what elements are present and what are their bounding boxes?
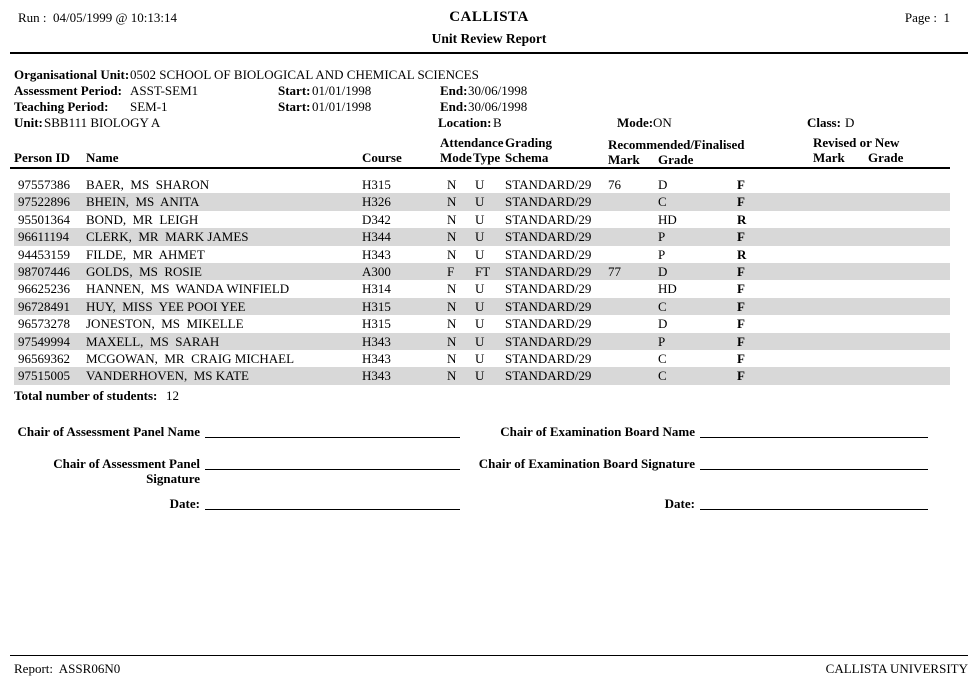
- grading-schema-cell: STANDARD/29: [505, 316, 592, 332]
- recommended-grade-cell: C: [658, 351, 667, 367]
- student-row: [14, 333, 950, 350]
- name-cell: MCGOWAN, MR CRAIG MICHAEL: [86, 351, 295, 367]
- header-divider: [10, 52, 968, 54]
- name-cell: JONESTON, MS MIKELLE: [86, 316, 244, 332]
- finalised-flag-cell: R: [737, 246, 747, 262]
- student-row: [14, 263, 950, 280]
- exam-board-signature-line: [700, 456, 928, 470]
- total-students-value: 12: [166, 388, 179, 403]
- person-id-cell: 98707446: [18, 264, 70, 280]
- course-cell: H343: [362, 333, 391, 349]
- attendance-mode-cell: N: [447, 229, 457, 245]
- report-value: ASSR06N0: [58, 661, 121, 676]
- mode-value: ON: [653, 115, 672, 130]
- attendance-mode-cell: N: [447, 194, 457, 210]
- attendance-mode-cell: N: [447, 298, 457, 314]
- recommended-grade-cell: D: [658, 316, 668, 332]
- finalised-flag-cell: R: [737, 211, 747, 227]
- col-header-schema: Schema: [505, 150, 549, 165]
- page-number: [905, 10, 950, 26]
- person-id-cell: 96569362: [18, 351, 70, 367]
- student-row: [14, 298, 950, 315]
- grading-schema-cell: STANDARD/29: [505, 229, 592, 245]
- col-header-name: Name: [86, 150, 119, 165]
- col-header-grade: Grade: [658, 152, 694, 167]
- attendance-mode-cell: N: [447, 316, 457, 332]
- unit-label: Unit:: [14, 115, 43, 130]
- meta-row-assessment-period: [0, 83, 978, 99]
- recommended-grade-cell: P: [658, 333, 666, 349]
- attendance-mode-cell: F: [447, 264, 455, 280]
- attendance-type-cell: U: [475, 211, 485, 227]
- footer-report-id: [14, 661, 120, 677]
- report-system-title: CALLISTA: [449, 9, 529, 25]
- course-cell: H315: [362, 316, 391, 332]
- recommended-grade-cell: P: [658, 246, 666, 262]
- assessment-panel-name-label: Chair of Assessment Panel Name: [17, 424, 200, 439]
- person-id-cell: 97515005: [18, 368, 70, 384]
- finalised-flag-cell: F: [737, 333, 745, 349]
- person-id-cell: 95501364: [18, 211, 70, 227]
- finalised-flag-cell: F: [737, 368, 745, 384]
- student-row: [14, 176, 950, 193]
- name-cell: HANNEN, MS WANDA WINFIELD: [86, 281, 290, 297]
- attendance-mode-cell: N: [447, 368, 457, 384]
- footer-divider: [10, 655, 968, 656]
- col-group-grading: Grading: [505, 135, 552, 150]
- grading-schema-cell: STANDARD/29: [505, 281, 592, 297]
- finalised-flag-cell: F: [737, 194, 745, 210]
- grading-schema-cell: STANDARD/29: [505, 246, 592, 262]
- grading-schema-cell: STANDARD/29: [505, 211, 592, 227]
- grading-schema-cell: STANDARD/29: [505, 264, 592, 280]
- name-cell: GOLDS, MS ROSIE: [86, 264, 202, 280]
- report-title: Unit Review Report: [431, 31, 547, 46]
- attendance-type-cell: U: [475, 229, 485, 245]
- page-label: Page :: [904, 10, 937, 25]
- attendance-type-cell: FT: [475, 264, 491, 280]
- exam-board-name-label: Chair of Examination Board Name: [500, 424, 695, 439]
- report-label: Report:: [14, 661, 53, 676]
- location-value: B: [493, 115, 502, 130]
- grading-schema-cell: STANDARD/29: [505, 177, 592, 192]
- assessment-start-value: 01/01/1998: [312, 83, 372, 98]
- course-cell: H314: [362, 281, 391, 297]
- finalised-flag-cell: F: [737, 229, 745, 245]
- course-cell: H315: [362, 298, 391, 314]
- name-cell: CLERK, MR MARK JAMES: [86, 229, 249, 245]
- exam-board-date-label: Date:: [664, 496, 695, 511]
- run-label: Run :: [18, 10, 47, 25]
- grading-schema-cell: STANDARD/29: [505, 194, 592, 210]
- recommended-mark-cell: 76: [608, 177, 621, 192]
- class-label: Class:: [807, 115, 841, 130]
- grading-schema-cell: STANDARD/29: [505, 351, 592, 367]
- course-cell: H344: [362, 229, 391, 245]
- recommended-grade-cell: HD: [658, 281, 677, 297]
- recommended-grade-cell: C: [658, 368, 667, 384]
- org-unit-label: Organisational Unit:: [14, 67, 130, 82]
- footer-university: CALLISTA UNIVERSITY: [825, 661, 968, 676]
- attendance-type-cell: U: [475, 316, 485, 332]
- exam-board-signature-label: Chair of Examination Board Signature: [478, 456, 695, 471]
- student-row: [14, 350, 950, 367]
- person-id-cell: 94453159: [18, 246, 70, 262]
- name-cell: BOND, MR LEIGH: [86, 211, 199, 227]
- mode-label: Mode:: [617, 115, 654, 130]
- teaching-end-value: 30/06/1998: [468, 99, 528, 114]
- course-cell: H315: [362, 177, 391, 192]
- col-header-revised-grade: Grade: [868, 150, 904, 165]
- grading-schema-cell: STANDARD/29: [505, 298, 592, 314]
- col-header-mark: Mark: [608, 152, 640, 167]
- assessment-period-value: ASST-SEM1: [130, 83, 199, 98]
- course-cell: D342: [362, 211, 391, 227]
- exam-board-date-line: [700, 496, 928, 510]
- student-row: [14, 193, 950, 210]
- finalised-flag-cell: F: [737, 177, 745, 192]
- exam-board-name-line: [700, 424, 928, 438]
- attendance-mode-cell: N: [447, 333, 457, 349]
- assessment-panel-signature-label-line2: Signature: [146, 471, 200, 486]
- recommended-grade-cell: P: [658, 229, 666, 245]
- finalised-flag-cell: F: [737, 298, 745, 314]
- attendance-mode-cell: N: [447, 351, 457, 367]
- person-id-cell: 97549994: [18, 333, 70, 349]
- col-header-type: Type: [473, 150, 501, 165]
- finalised-flag-cell: F: [737, 281, 745, 297]
- finalised-flag-cell: F: [737, 316, 745, 332]
- students-table-body: [14, 176, 950, 385]
- name-cell: VANDERHOVEN, MS KATE: [86, 368, 249, 384]
- class-value: D: [845, 115, 855, 130]
- teaching-end-label: End:: [440, 99, 468, 114]
- org-unit-value: 0502 SCHOOL OF BIOLOGICAL AND CHEMICAL SCIENCES: [130, 67, 479, 82]
- assessment-panel-date-line: [205, 496, 460, 510]
- student-row: [14, 280, 950, 297]
- course-cell: H343: [362, 351, 391, 367]
- person-id-cell: 96611194: [18, 229, 70, 245]
- name-cell: BHEIN, MS ANITA: [86, 194, 200, 210]
- teaching-start-value: 01/01/1998: [312, 99, 372, 114]
- name-cell: BAER, MS SHARON: [86, 177, 210, 192]
- assessment-end-value: 30/06/1998: [468, 83, 528, 98]
- recommended-grade-cell: D: [658, 264, 668, 280]
- table-header-divider: [10, 167, 950, 169]
- finalised-flag-cell: F: [737, 351, 745, 367]
- attendance-type-cell: U: [475, 194, 485, 210]
- attendance-mode-cell: N: [447, 281, 457, 297]
- col-header-course: Course: [362, 150, 402, 165]
- grading-schema-cell: STANDARD/29: [505, 368, 592, 384]
- col-group-attendance: Attendance: [440, 135, 504, 150]
- total-students-label: Total number of students:: [14, 388, 158, 403]
- teaching-period-label: Teaching Period:: [14, 99, 109, 114]
- name-cell: FILDE, MR AHMET: [86, 246, 205, 262]
- student-row: [14, 246, 950, 263]
- meta-row-teaching-period: [0, 99, 978, 115]
- person-id-cell: 97557386: [18, 177, 70, 192]
- student-row: [14, 211, 950, 228]
- col-group-revised: Revised or New: [813, 135, 900, 150]
- student-row: [14, 367, 950, 384]
- assessment-period-label: Assessment Period:: [14, 83, 122, 98]
- attendance-type-cell: U: [475, 246, 485, 262]
- attendance-mode-cell: N: [447, 211, 457, 227]
- person-id-cell: 97522896: [18, 194, 70, 210]
- assessment-panel-date-label: Date:: [169, 496, 200, 511]
- attendance-type-cell: U: [475, 368, 485, 384]
- assessment-end-label: End:: [440, 83, 468, 98]
- grading-schema-cell: STANDARD/29: [505, 333, 592, 349]
- assessment-start-label: Start:: [278, 83, 311, 98]
- course-cell: H343: [362, 246, 391, 262]
- teaching-start-label: Start:: [278, 99, 311, 114]
- recommended-mark-cell: 77: [608, 264, 621, 280]
- name-cell: MAXELL, MS SARAH: [86, 333, 220, 349]
- recommended-grade-cell: C: [658, 194, 667, 210]
- location-label: Location:: [438, 115, 492, 130]
- attendance-mode-cell: N: [447, 177, 457, 192]
- assessment-panel-signature-label-line1: Chair of Assessment Panel: [53, 456, 200, 471]
- col-group-recommended: Recommended/Finalised: [608, 137, 745, 152]
- run-value: 04/05/1999 @ 10:13:14: [53, 10, 177, 25]
- recommended-grade-cell: D: [658, 177, 668, 192]
- unit-value: SBB111 BIOLOGY A: [44, 115, 161, 130]
- student-row: [14, 315, 950, 332]
- attendance-type-cell: U: [475, 177, 485, 192]
- person-id-cell: 96573278: [18, 316, 70, 332]
- course-cell: H326: [362, 194, 391, 210]
- col-header-person-id: Person ID: [14, 150, 70, 165]
- course-cell: A300: [362, 264, 391, 280]
- finalised-flag-cell: F: [737, 264, 745, 280]
- page-value: 1: [943, 10, 950, 25]
- assessment-panel-name-line: [205, 424, 460, 438]
- col-header-mode: Mode: [440, 150, 472, 165]
- col-header-revised-mark: Mark: [813, 150, 845, 165]
- attendance-type-cell: U: [475, 351, 485, 367]
- attendance-type-cell: U: [475, 281, 485, 297]
- recommended-grade-cell: C: [658, 298, 667, 314]
- name-cell: HUY, MISS YEE POOI YEE: [86, 298, 246, 314]
- attendance-mode-cell: N: [447, 246, 457, 262]
- person-id-cell: 96728491: [18, 298, 70, 314]
- teaching-period-value: SEM-1: [130, 99, 168, 114]
- student-row: [14, 228, 950, 245]
- course-cell: H343: [362, 368, 391, 384]
- meta-row-org-unit: [0, 67, 978, 83]
- recommended-grade-cell: HD: [658, 211, 677, 227]
- attendance-type-cell: U: [475, 298, 485, 314]
- attendance-type-cell: U: [475, 333, 485, 349]
- person-id-cell: 96625236: [18, 281, 70, 297]
- meta-row-unit: [0, 115, 978, 131]
